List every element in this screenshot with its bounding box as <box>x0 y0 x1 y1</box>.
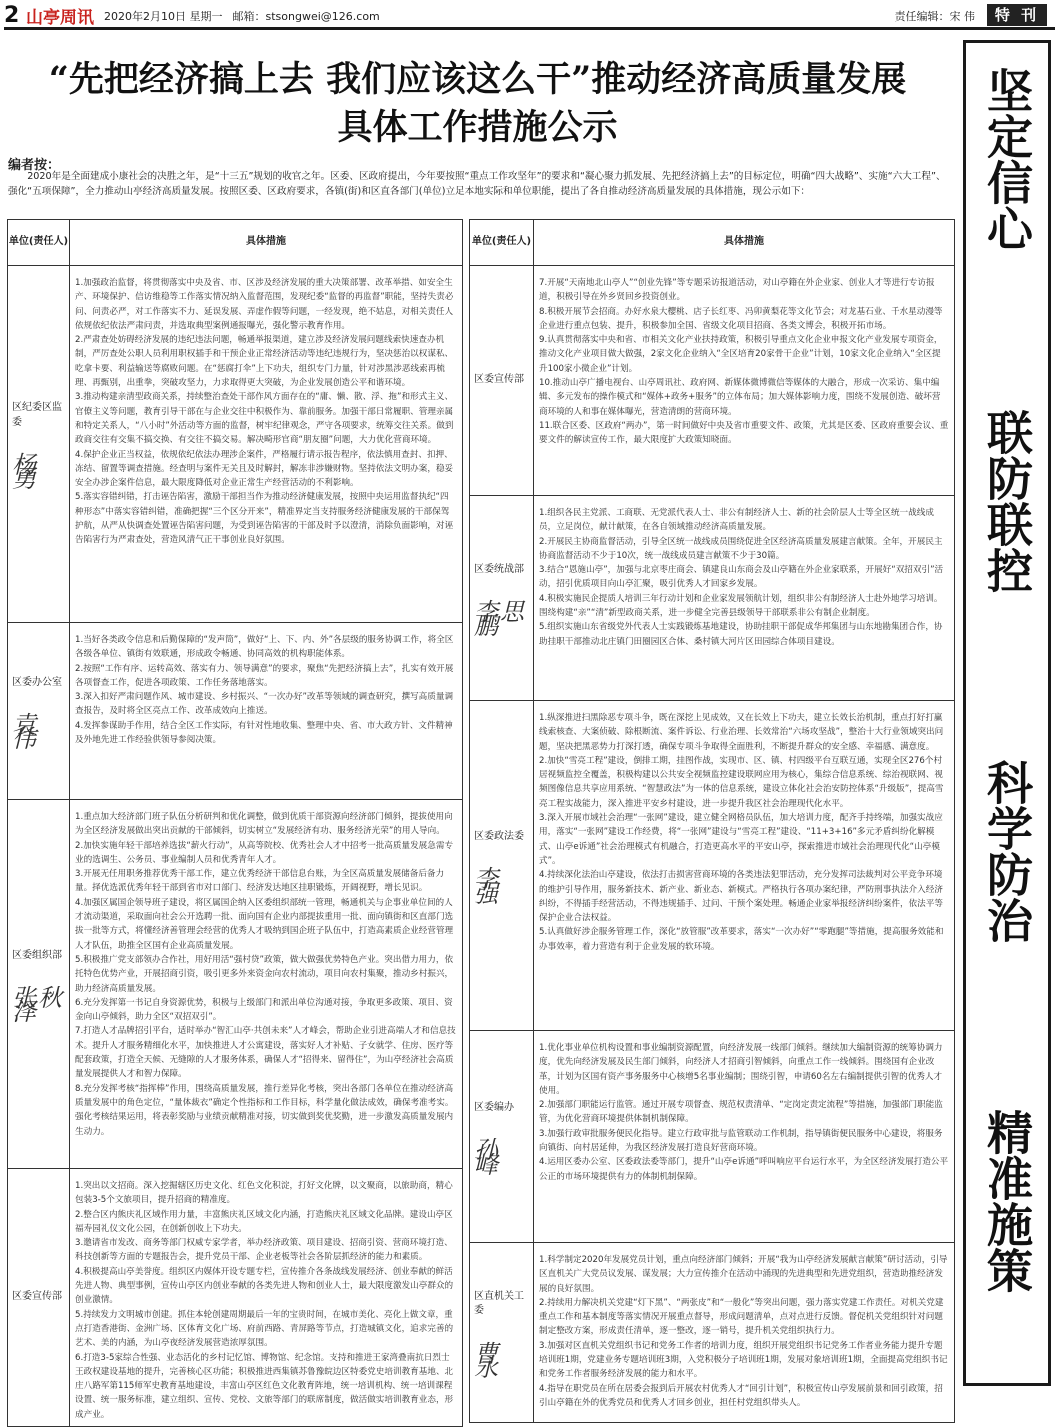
measure-item: 2.整合区内熊庆礼区域作用力量，丰富熊庆礼区域文化内涵，打造熊庆礼区域文化品牌。建设山亭区福寿园礼仪文化公园，在创新创收上下功夫。 <box>75 1209 453 1234</box>
measure-item: 5.认真做好涉企服务管理工作，深化“放管服”改革要求，落实“一次办好”“零跑腿”等措施，提高服务效能和办事效率，着力营造有利于企业发展的软环境。 <box>539 927 944 952</box>
unit-name: 区委办公室 <box>12 676 62 688</box>
unit-cell <box>470 1031 534 1243</box>
measure-item: 3.加强行政审批服务便民化指导。建立行政审批与监管联动工作机制，指导镇街便民服务中心建设，将服务向镇街、向村居延伸，为我区经济发展打造良好营商环境。 <box>539 1128 943 1154</box>
unit-name: 区直机关工委 <box>474 1290 524 1317</box>
measure-item: 1.加强政治监督，将贯彻落实中央及省、市、区涉及经济发展的重大决策部署、改革举措、如安全生产、环境保护、信访维稳等工作落实情况纳入监督范围，发现纪委“监督的再监督”职能，坚持失责必问、问责必严，对工作落实不力、延误发展、弄虚作假等问题，一经发现，绝不姑息，对相关责任人依规依纪依法严肃问责，并选取典型案例通报曝光，强化警示教育作用。 <box>75 278 454 331</box>
measure-item: 1.当好各类政令信息和后勤保障的“发声筒”，做好“上、下、内、外”各层级的服务协调工作，将全区各级各单位、镇街有效联通，形成政令畅通、协同高效的机构职能体系。 <box>75 635 454 660</box>
unit-name: 区委编办 <box>474 1102 514 1114</box>
signature: 袁 伟 <box>12 710 38 754</box>
measure-item: 11.联合区委、区政府“两办”，第一时间做好中央及省市重要文件、政策，尤其是区委、区政府重要会议、重要文件的解读宣传工作，最大限度扩大政策知晓面。 <box>539 420 949 446</box>
unit-name: 区委宣传部 <box>474 374 524 386</box>
measure-item: 2.严肃查处妨碍经济发展的违纪违法问题，畅通举报渠道，建立涉及经济发展问题线索快速查办机制，严厉查处公职人员利用职权插手和干预企业正常经济活动等违纪违规行为，坚决惩治以权谋私、吃拿卡要、利益输送等腐败问题。在“惩腐打伞”上下功夫，组织专门力量，针对涉黑涉恶线索再梳理、再甄别，出重拳，突破攻坚力，力求取得更大突破，为企业发展创造公平和谐环境。 <box>75 335 454 389</box>
measure-item: 1.重点加大经济部门班子队伍分析研判和优化调整，做到优质干部资源向经济部门倾斜，提拔使用向为全区经济发展做出突出贡献的干部倾斜，切实树立“发展经济有功、服务经济光荣”的用人导向。 <box>75 812 453 837</box>
measure-item: 7.开展“天南地北山亭人”“创业先锋”等专题采访报道活动，对山亭籍在外企业家、创业人才等进行专访报道，积极引导在外乡贤回乡投资创业。 <box>539 278 935 303</box>
table-row <box>470 1031 955 1243</box>
measure-item: 1.科学制定2020年发展党员计划，重点向经济部门倾斜；开展“我为山亭经济发展献言献策”研讨活动，引导区直机关广大党员议发展、谋发展；大力宣传推介在活动中涌现的先进典型和先进党组织，营造助推经济发展的良好氛围。 <box>539 1255 948 1294</box>
unit-cell <box>470 701 534 1031</box>
editor-note-text: 2020年是全面建成小康社会的决胜之年，是“十三五”规划的收官之年。区委、区政府提出，今年要按照“重点工作攻坚年”的要求和“凝心聚力抓发展、先把经济搞上去”的目标定位，明确“四大战略”、实施“六大工程”、强化“五项保障”，全力推动山亭经济高质量发展。按照区委、区政府要求，各镇(街)和区直各部门(单位)立足本地实际和单位职能，提出了各自推动经济高质量发展的具体措施，现公示如下： <box>8 171 946 197</box>
measure-item: 2.加快“雪亮工程”建设，倒排工期，挂图作战，实现市、区、镇、村四级平台互联互通，实现全区276个村居视频监控全覆盖，积极构建以公共安全视频监控建设联网应用为核心，集综合信息系统、综治视联网、视频图像信息共享应用系统、“智慧政法”为一体的信息系统，建设立体化社会治安防控体系“升级版”，提高雪亮工程实战能力，深入推进平安乡村建设，进一步提升我区社会治理现代化水平。 <box>539 755 944 809</box>
signature: 杨 勇 <box>12 451 38 494</box>
measures-cell <box>70 623 463 800</box>
measure-item: 3.推动构建亲清型政商关系，持续整治查处干部作风方面存在的“庸、懒、散、浮、拖”和形式主义、官僚主义等问题，教育引导干部在与企业交往中积极作为、靠前服务。加强干部日常履职、管理亲属和特定关系人，“八小时”外活动等方面的监督，树牢纪律观念，严守各项要求，统筹交往关系。做到政商交往有交集不搞交换、有交往不搞交易。解决畸形官商“朋友圈”问题，大力优化营商环境。 <box>75 392 454 446</box>
page-number: 2 <box>4 3 20 28</box>
responsible-editor: 责任编辑：宋 伟 <box>894 9 975 23</box>
signature: 李 强 <box>474 865 500 908</box>
measure-item: 3.深入扣好严肃问题作风、城市建设、乡村振兴、“一次办好”改革等领域的调查研究，撰写高质量调查报告，及时将全区亮点工作、改革成效向上推送。 <box>75 692 454 717</box>
table-row <box>8 1169 463 1427</box>
measure-item: 4.指导在职党员在所在居委会报到后开展农村优秀人才“回引计划”，积极宣传山亭发展前景和回引政策，招引山亭籍在外的优秀党员和优秀人才回乡创业，担任村党组织带头人。 <box>539 1383 943 1408</box>
masthead <box>4 4 1055 30</box>
headline-line-2: 具体工作措施公示 <box>337 107 618 148</box>
measure-item: 6.充分发挥第一书记自身资源优势，积极与上级部门和派出单位沟通对接，争取更多政策、项目、资金向山亭倾斜，助力全区“双招双引”。 <box>75 997 453 1023</box>
signature: 张秋泽 <box>12 983 64 1027</box>
header-measures: 具体措施 <box>70 220 463 266</box>
unit-name: 区委政法委 <box>474 831 524 843</box>
unit-cell <box>470 266 534 496</box>
unit-cell <box>8 623 70 800</box>
measure-item: 7.打造人才品牌招引平台，适时举办“智汇山亭·共创未来”人才峰会，帮助企业引进高端人才和信息技术。提升人才服务精细化水平，加快推进人才公寓建设，落实好人才补贴、子女就学、住房、医疗等配套政策，打造全天候、无缝隙的人才服务体系，确保人才“招得来、留得住”，为山亭经济社会高质量发展提供人才和智力保障。 <box>75 1026 456 1080</box>
signature: 曹 永 <box>474 1339 500 1382</box>
mailbox: 邮箱：stsongwei@126.com <box>232 9 380 23</box>
slogan-2: 联防联控 <box>980 409 1034 593</box>
table-row <box>470 496 955 701</box>
measure-item: 2.开展民主协商监督活动，引导全区统一战线成员围绕促进全区经济高质量发展建言献策。全年，开展民主协商监督活动不少于10次，统一战线成员建言献策不少于30篇。 <box>539 536 943 561</box>
measure-item: 8.充分发挥考核“指挥棒”作用，围绕高质量发展，推行差异化考核，突出各部门各单位在推动经济高质量发展中的角色定位，“量体裁衣”确定个性指标和工作目标，科学量化做法成效，确保考准考实。强化考核结果运用，将表彰奖励与业绩贡献精准对接，切实做到奖优奖勤，进一步激发高质量发展内生动力。 <box>75 1083 454 1137</box>
measure-item: 2.持续用力解决机关党建“灯下黑”、“两张皮”和“一般化”等突出问题，强力落实党建工作责任。对机关党建重点工作和基本制度等落实情况开展重点督导，形成问题清单，点对点进行反馈。督促机关党组织针对问题制定整改方案，形成责任清单，逐一整改，逐一销号，提升机关党组织执行力。 <box>539 1297 944 1337</box>
measure-item: 5.积极推广党支部领办合作社，用好用活“强村贷”政策，做大做强优势特色产业。突出借力用力，依托特色优势产业，开展招商引资，吸引更多外来资金向农村流动，项目向农村集聚，推动乡村振兴，助力经济高质量发展。 <box>75 954 454 994</box>
paper-name: 山亭周讯 <box>26 8 94 28</box>
measure-item: 3.加强对区直机关党组织书记和党务工作者的培训力度，组织开展党组织书记党务工作者业务能力提升专题培训班1期，党建业务专题培训班3期，入党积极分子培训班1期，发展对象培训班1期，全面提高党组织书记和党务工作者服务经济发展的能力和水平。 <box>539 1340 948 1380</box>
table-header-row <box>470 220 955 266</box>
slogan-1: 坚定信心 <box>980 67 1034 251</box>
slogan-sidebar <box>963 40 1051 1386</box>
measure-item: 3.开展无任用职务推荐优秀干部工作，建立优秀经济干部信息台账，为全区高质量发展储备后备力量。择优选派优秀年轻干部到省市对口部门、经济发达地区挂职锻炼，开阔视野，增长见识。 <box>75 869 445 894</box>
measures-table-right <box>469 219 955 1423</box>
signature: 孙 峰 <box>474 1136 500 1179</box>
unit-cell <box>470 1243 534 1423</box>
measure-item: 4.持续深化法治山亭建设，依法打击损害营商环境的各类违法犯罪活动，充分发挥司法裁判对公平竞争环境的维护引导作用，服务新技术、新产业、新业态、新模式。严格执行各项办案纪律，严防刑事执法介入经济纠纷，不得插手经营活动，不得违规插手、过问、干预个案处理。畅通企业家举报经济纠纷案件，依法平等保护企业合法权益。 <box>539 870 943 924</box>
slogan-3: 科学防治 <box>980 759 1034 943</box>
measure-item: 5.持续发力文明城市创建。抓住本轮创建周期最后一年的宝贵时间，在城市美化、亮化上做文章，重点打造香港街、金洲广场、区体育文化广场、府前西路、青屏路等节点，打造城镇文化，追求完善的艺术、美的内涵，为山亭夜经济发展营造浓厚氛围。 <box>75 1309 454 1349</box>
slogan-4: 精准施策 <box>980 1109 1034 1293</box>
unit-name: 区委统战部 <box>474 563 524 575</box>
measure-item: 3.邀请省市发改、商务等部门权威专家学者，举办经济政策、项目建设、招商引资、营商环境打造、科技创新等方面的专题报告会，提升党员干部、企业老板等社会各阶层抓经济的能力和素质。 <box>75 1238 453 1263</box>
table-row <box>470 266 955 496</box>
header-unit: 单位(责任人) <box>8 220 70 266</box>
measures-cell <box>534 701 955 1031</box>
measures-cell <box>534 1031 955 1243</box>
measure-item: 10.推动山亭广播电视台、山亭周讯社、政府网、新媒体微博微信等媒体的大融合，形成一次采访、集中编辑、多元发布的操作模式和“媒体+政务+服务”的立体布局；加大媒体影响力度，围绕不发展创造、破坏营商环境的人和事在媒体曝光，营造清朗的营商环境。 <box>539 378 941 417</box>
measures-cell <box>534 266 955 496</box>
measure-item: 5.组织实施山东省级党外代表人士实践锻炼基地建设，协助挂职干部促成华邦集团与山东地勘集团合作，协助挂职干部推动北庄镇门田圈园区合体、桑村镇大河片区田园综合体项目建设。 <box>539 622 943 647</box>
unit-name: 区纪委区监委 <box>12 402 62 428</box>
measure-item: 1.纵深推进扫黑除恶专项斗争，既在深挖上见成效，又在长效上下功夫，建立长效长治机制，重点打好打赢线索核查、大案侦破、除根断流、案件诉讼、行业治理、长效常治“六场攻坚战”，整治十大行业领域突出问题，坚决把黑恶势力打深打透，确保专项斗争取得全面胜利，不断提升群众的安全感、幸福感、满意度。 <box>539 713 944 752</box>
table-row <box>470 701 955 1031</box>
editor-note-label: 编者按： <box>8 158 61 173</box>
measure-item: 4.积极提高山亭美誉度。组织区内媒体开设专题专栏，宣传推介各条战线发展经济、创业奉献的鲜活先进人物、典型事例，宣传山亭区内创业奉献的各类先进人物和创业人士，最大限度激发山亭群众的创业激情。 <box>75 1266 454 1306</box>
header-unit: 单位(责任人) <box>470 220 534 266</box>
unit-cell <box>8 1169 70 1427</box>
issue-date: 2020年2月10日 星期一 <box>104 9 223 23</box>
measure-item: 2.加强部门职能运行监管。通过开展专项督查、规范权责清单、“定岗定责定流程”等措施，加强部门职能监管，为优化营商环境提供体制机制保障。 <box>539 1100 943 1125</box>
measures-cell <box>70 800 463 1169</box>
measure-item: 2.按照“工作有序、运转高效、落实有力、领导满意”的要求，聚焦“先把经济搞上去”，扎实有效开展各项督查工作，促进各项政策、工作任务落地落实。 <box>75 663 454 688</box>
unit-cell <box>8 800 70 1169</box>
measure-item: 3.结合“恩施山亭”，加强与北京枣庄商会、镇建良山东商会及山亭籍在外企业家联系，开展好“双招双引”活动，招引优质项目向山亭汇聚，吸引优秀人才回家乡发展。 <box>539 565 944 590</box>
section-badge: 特 刊 <box>987 4 1047 26</box>
measures-cell <box>70 1169 463 1427</box>
measures-table-left <box>7 219 463 1427</box>
measure-item: 2.加快实施年轻干部培养选拔“薪火行动”，从高等院校、优秀社会人才中招考一批高质量发展急需专业的选调生、公务员、事业编制人员和优秀青年人才。 <box>75 840 454 865</box>
headline-line-1: “先把经济搞上去 我们应该这么干”推动经济高质量发展 <box>48 59 907 100</box>
table-row <box>8 623 463 800</box>
table-row <box>470 1243 955 1423</box>
measure-item: 4.发挥参谋助手作用，结合全区工作实际，有针对性地收集、整理中央、省、市大政方针、文件精神及外地先进工作经验供领导参阅决策。 <box>75 720 453 746</box>
table-row <box>8 800 463 1169</box>
measure-item: 3.深入开展市域社会治理“一张网”建设，建立健全网格员队伍，加大培训力度，配齐手持终端，加强实战应用，落实“一张网”建设工作经费，将“一张网”建设与“雪亮工程”建设、“11+3+16”多元矛盾纠纷化解模式、山亭e诉通”社会治理模式有机融合，打造更高水平的平安山亭，探索推进市域社会治理现代化“山亭模式”。 <box>539 813 943 866</box>
measure-item: 9.认真贯彻落实中央和省、市相关文化产业扶持政策，积极引导重点文化企业申报文化产业发展专项资金，推动文化产业项目做大做强，2家文化企业纳入“全区培育20家骨干企业”计划，10家文化企业纳入“全区提升100家小微企业”计划。 <box>539 335 943 374</box>
header-measures: 具体措施 <box>534 220 955 266</box>
measures-cell <box>70 266 463 623</box>
measure-item: 4.加强区属国企领导班子建设，将区属国企纳入区委组织部统一管理，畅通机关与企事业单位间的人才流动渠道，采取面向社会公开选聘一批、面向国有企业内部提拔重用一批、面向镇街和区直部门选拔一批等方式，将懂经济善管理会经营的优秀人才吸纳到国企班子队伍中，打造高素质企业经营管理人才队伍，助推全区国有企业高质量发展。 <box>75 897 454 951</box>
unit-cell <box>470 496 534 701</box>
table-header-row <box>8 220 463 266</box>
unit-name: 区委宣传部 <box>12 1291 62 1303</box>
table-row <box>8 266 463 623</box>
measure-item: 1.突出以文招商。深入挖掘辖区历史文化、红色文化积淀，打好文化牌，以文聚商，以旅助商，精心包装3-5个文旅项目，提升招商的精准度。 <box>75 1181 453 1206</box>
measure-item: 1.优化事业单位机构设置和事业编制资源配置，向经济发展一线部门倾斜。继续加大编制资源的统筹协调力度，优先向经济发展及民生部门倾斜，向经济人才招商引智倾斜，向重点工作一线倾斜。围绕国有企业改革，计划为区国有资产事务服务中心核增5名事业编制；围绕引智，申请60名左右编制提供引智的优秀人才使用。 <box>539 1043 943 1096</box>
unit-name: 区委组织部 <box>12 949 62 961</box>
measure-item: 1.组织各民主党派、工商联、无党派代表人士、非公有制经济人士、新的社会阶层人士等全区统一战线成员，立足岗位，献计献策，在各自领域推动经济高质量发展。 <box>539 508 934 533</box>
measures-cell <box>534 496 955 701</box>
measure-item: 5.落实容错纠错，打击诬告陷害，激励干部担当作为推动经济健康发展，按照中央运用监督执纪“四种形态”中落实容错纠错，准确把握“三个区分开来”，精准界定当支持服务经济健康发展的干部保驾护航，从严从快调查处置诬告陷害问题，为受到诬告陷害的干部及时予以澄清，消除负面影响，对诬告陷害行为严肃查处，营造风清气正干事创业良好氛围。 <box>75 492 454 546</box>
unit-cell <box>8 266 70 623</box>
measure-item: 4.保护企业正当权益，依规依纪依法办理涉企案件，严格履行请示报告程序，依法慎用查封、扣押、冻结、留置等调查措施。经查明与案件无关且及时解封，解冻非涉嫌财物。坚持依法文明办案，稳妥安全办涉企案件信息，最大限度降低对企业正常生产经营活动的不利影响。 <box>75 449 454 489</box>
measure-item: 4.积极实施民企提质人培训三年行动计划和企业家发展领航计划，组织非公有制经济人士赴外地学习培训。围绕构建“亲”“清”新型政商关系，进一步健全完善县级领导干部联系非公有制企业制度。 <box>539 593 943 619</box>
measures-cell <box>534 1243 955 1423</box>
measure-item: 8.积极开展节会招商。办好水泉大樱桃、店子长红枣、冯卯黄梨花等文化节会；对龙基石业、千水星动漫等企业进行重点包装、提升，积极参加全国、省级文化项目招商、各类文博会，积极开拓市场。 <box>539 306 943 331</box>
measure-item: 6.打造3-5家综合性强、业态活化的乡村记忆馆、博物馆、纪念馆。支持和推进王家湾叠南抗日烈士王政权建设基地的提升，完善核心区功能；积极推进西集镇苏鲁豫皖边区特委党史培训教育基地、北庄八路军第115师军史教育基地建设，丰富山亭区红色文化教育阵地，统一培训机构、统一培训课程设置、统一服务标准，建立组织、宣传、党校、文旅等部门的联席制度，做活做实培训教育业态，形成产业。 <box>75 1352 454 1420</box>
measure-item: 4.运用区委办公室、区委政法委等部门，提升“山亭e诉通”呼叫响应平台运行水平，为全区经济发展打造公平公正的市场环境提供有力的体制机制保障。 <box>539 1157 949 1182</box>
signature: 李思鹏 <box>474 597 526 641</box>
